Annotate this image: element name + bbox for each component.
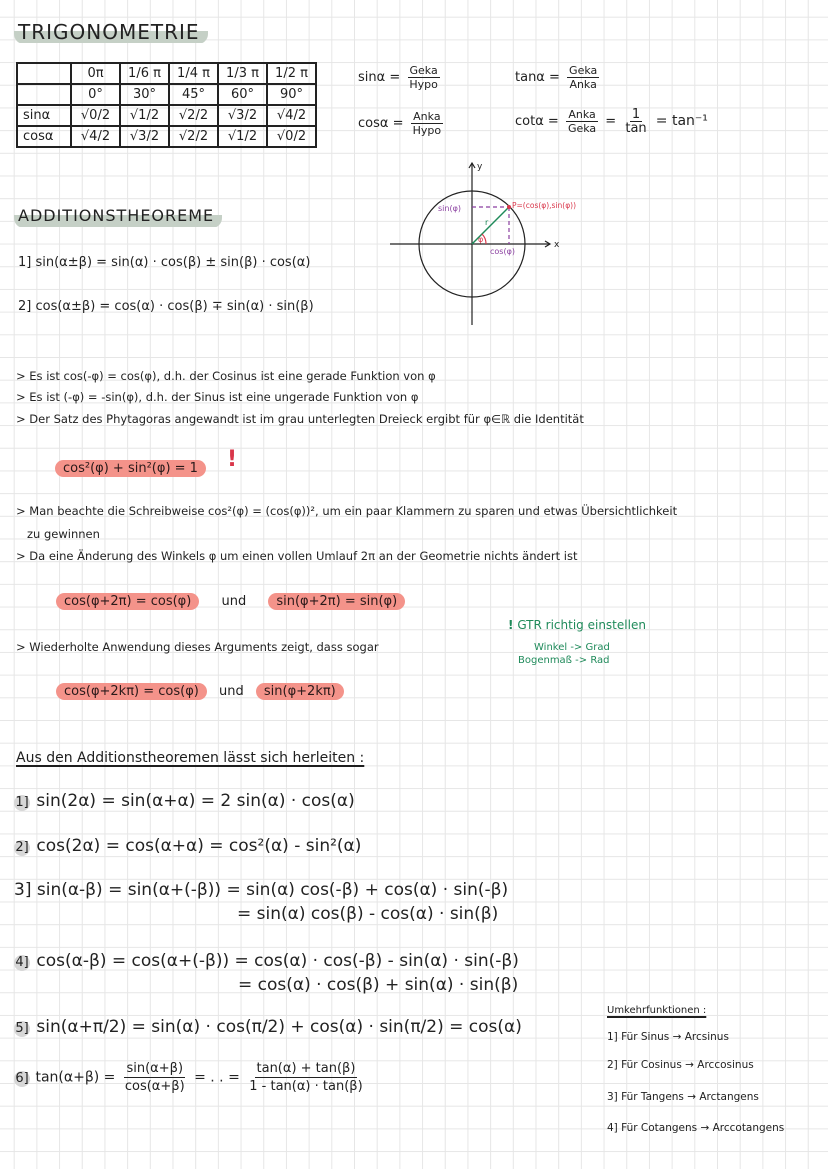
unit-circle-diagram [380, 155, 600, 335]
fraction: $\frac{\text{Geka}}{\text{Anka}}$ [569, 64, 598, 91]
identity-highlight: cos²(φ) + sin²(φ) = 1 [55, 457, 206, 476]
note-5: > Da eine Änderung des Winkels φ um einen vollen Umlauf 2π an der Geometrie nichts ändert ist [16, 549, 578, 563]
def-cos: cosα = $\frac{\text{Anka}}{\text{Hypo}}$ [358, 110, 442, 137]
table-row-sin: sinα √0/2 √1/2 √2/2 √3/2 √4/2 [17, 105, 316, 126]
table-row-cos: cosα √4/2 √3/2 √2/2 √1/2 √0/2 [17, 126, 316, 147]
inverse-item-1: 1] Für Sinus → Arcsinus [607, 1031, 729, 1043]
theorem-2: 2] cos(α±β) = cos(α) · cos(β) ∓ sin(α) · sin(β) [18, 299, 314, 314]
note-4: > Man beachte die Schreibweise cos²(φ) = (cos(φ))², um ein paar Klammern zu sparen und etwas Übersichtlichkeit [16, 504, 678, 518]
derivation-4-line2: = cos(α) · cos(β) + sin(α) · sin(β) [238, 975, 519, 995]
axes [390, 163, 550, 325]
derivation-1: 1] sin(2α) = sin(α+α) = 2 sin(α) · cos(α) [15, 791, 355, 811]
derivation-4: 4] cos(α-β) = cos(α+(-β)) = cos(α) · cos(-β) - sin(α) · sin(-β) [15, 951, 519, 971]
def-tan: tanα = $\frac{\text{Geka}}{\text{Anka}}$ [515, 64, 598, 91]
theorem-1: 1] sin(α±β) = sin(α) · cos(β) ± sin(β) · cos(α) [18, 255, 311, 270]
fraction: $\frac{\text{Anka}}{\text{Hypo}}$ [412, 110, 442, 137]
note-6: > Wiederholte Anwendung dieses Arguments zeigt, dass sogar [16, 640, 379, 654]
inverse-item-3: 3] Für Tangens → Arctangens [607, 1091, 759, 1103]
x-axis-label: x [554, 240, 560, 250]
sin-label: sin(φ) [438, 204, 461, 213]
note-2: > Es ist (-φ) = -sin(φ), d.h. der Sinus ist eine ungerade Funktion von φ [16, 390, 419, 404]
trig-values-table [16, 62, 317, 148]
def-cot: cotα = $\frac{\text{Anka}}{\text{Geka}}$ = $\frac{1}{\tan}$ = tan⁻¹ [515, 107, 708, 136]
derivations-heading: Aus den Additionstheoremen lässt sich herleiten : [16, 750, 365, 766]
point-label: P=(cos(φ),sin(φ)) [512, 201, 577, 210]
gtr-note-line1: Winkel -> Grad [534, 642, 610, 653]
fraction: $\frac{1}{\tan}$ [625, 107, 647, 136]
derivation-5: 5] sin(α+π/2) = sin(α) · cos(π/2) + cos(α) · sin(π/2) = cos(α) [15, 1017, 522, 1037]
table-row-deg: 0° 30° 45° 60° 90° [17, 84, 316, 105]
angle-label: φ [478, 235, 484, 244]
inverse-item-4: 4] Für Cotangens → Arccotangens [607, 1122, 785, 1134]
derivation-3-line2: = sin(α) cos(β) - cos(α) · sin(β) [237, 904, 499, 924]
fraction: $\frac{\tan(\alpha) + \tan(\beta)}{1 - \tan(\alpha) \cdot \tan(\beta)}$ [249, 1061, 363, 1094]
cos-label: cos(φ) [490, 247, 515, 256]
radius-label: r [485, 218, 489, 227]
note-4-cont: zu gewinnen [27, 527, 100, 541]
derivation-6: 6] tan(α+β) = $\frac{\sin(\alpha+\beta)}{\cos(\alpha+\beta)}$ = . . = $\frac{\tan(\alpha) + \tan(\beta)}{1 - \tan(\alpha) \cdot \tan(\beta)}$ [15, 1061, 363, 1094]
derivation-3: 3] sin(α-β) = sin(α+(-β)) = sin(α) cos(-β) + cos(α) · sin(-β) [14, 880, 509, 900]
gtr-note-title: ! GTR richtig einstellen [508, 618, 646, 632]
exclamation-icon: ! [508, 618, 514, 632]
gtr-note-line2: Bogenmaß -> Rad [518, 655, 610, 666]
page-title: TRIGONOMETRIE [14, 20, 208, 44]
derivation-2: 2] cos(2α) = cos(α+α) = cos²(α) - sin²(α) [15, 836, 362, 856]
section-title-additionstheoreme: ADDITIONSTHEOREME [14, 204, 222, 228]
table-row-rad: 0π 1/6 π 1/4 π 1/3 π 1/2 π [17, 63, 316, 84]
note-1: > Es ist cos(-φ) = cos(φ), d.h. der Cosinus ist eine gerade Funktion von φ [16, 369, 436, 383]
exclamation-icon: ! [227, 447, 238, 472]
inverse-item-2: 2] Für Cosinus → Arccosinus [607, 1059, 754, 1071]
fraction: $\frac{\sin(\alpha+\beta)}{\cos(\alpha+\beta)}$ [124, 1061, 185, 1094]
inverse-functions-title: Umkehrfunktionen : [607, 1005, 707, 1016]
fraction: $\frac{\text{Geka}}{\text{Hypo}}$ [409, 64, 438, 91]
y-axis-label: y [477, 162, 483, 172]
periodicity-k-row: cos(φ+2kπ) = cos(φ) und sin(φ+2kπ) [56, 684, 344, 699]
periodicity-row: cos(φ+2π) = cos(φ) und sin(φ+2π) = sin(φ) [56, 594, 405, 609]
note-3: > Der Satz des Phytagoras angewandt ist im grau unterlegten Dreieck ergibt für φ∈ℝ die Identität [16, 412, 584, 426]
def-sin: sinα = $\frac{\text{Geka}}{\text{Hypo}}$ [358, 64, 438, 91]
fraction: $\frac{\text{Anka}}{\text{Geka}}$ [567, 108, 597, 135]
point-p [507, 205, 511, 209]
